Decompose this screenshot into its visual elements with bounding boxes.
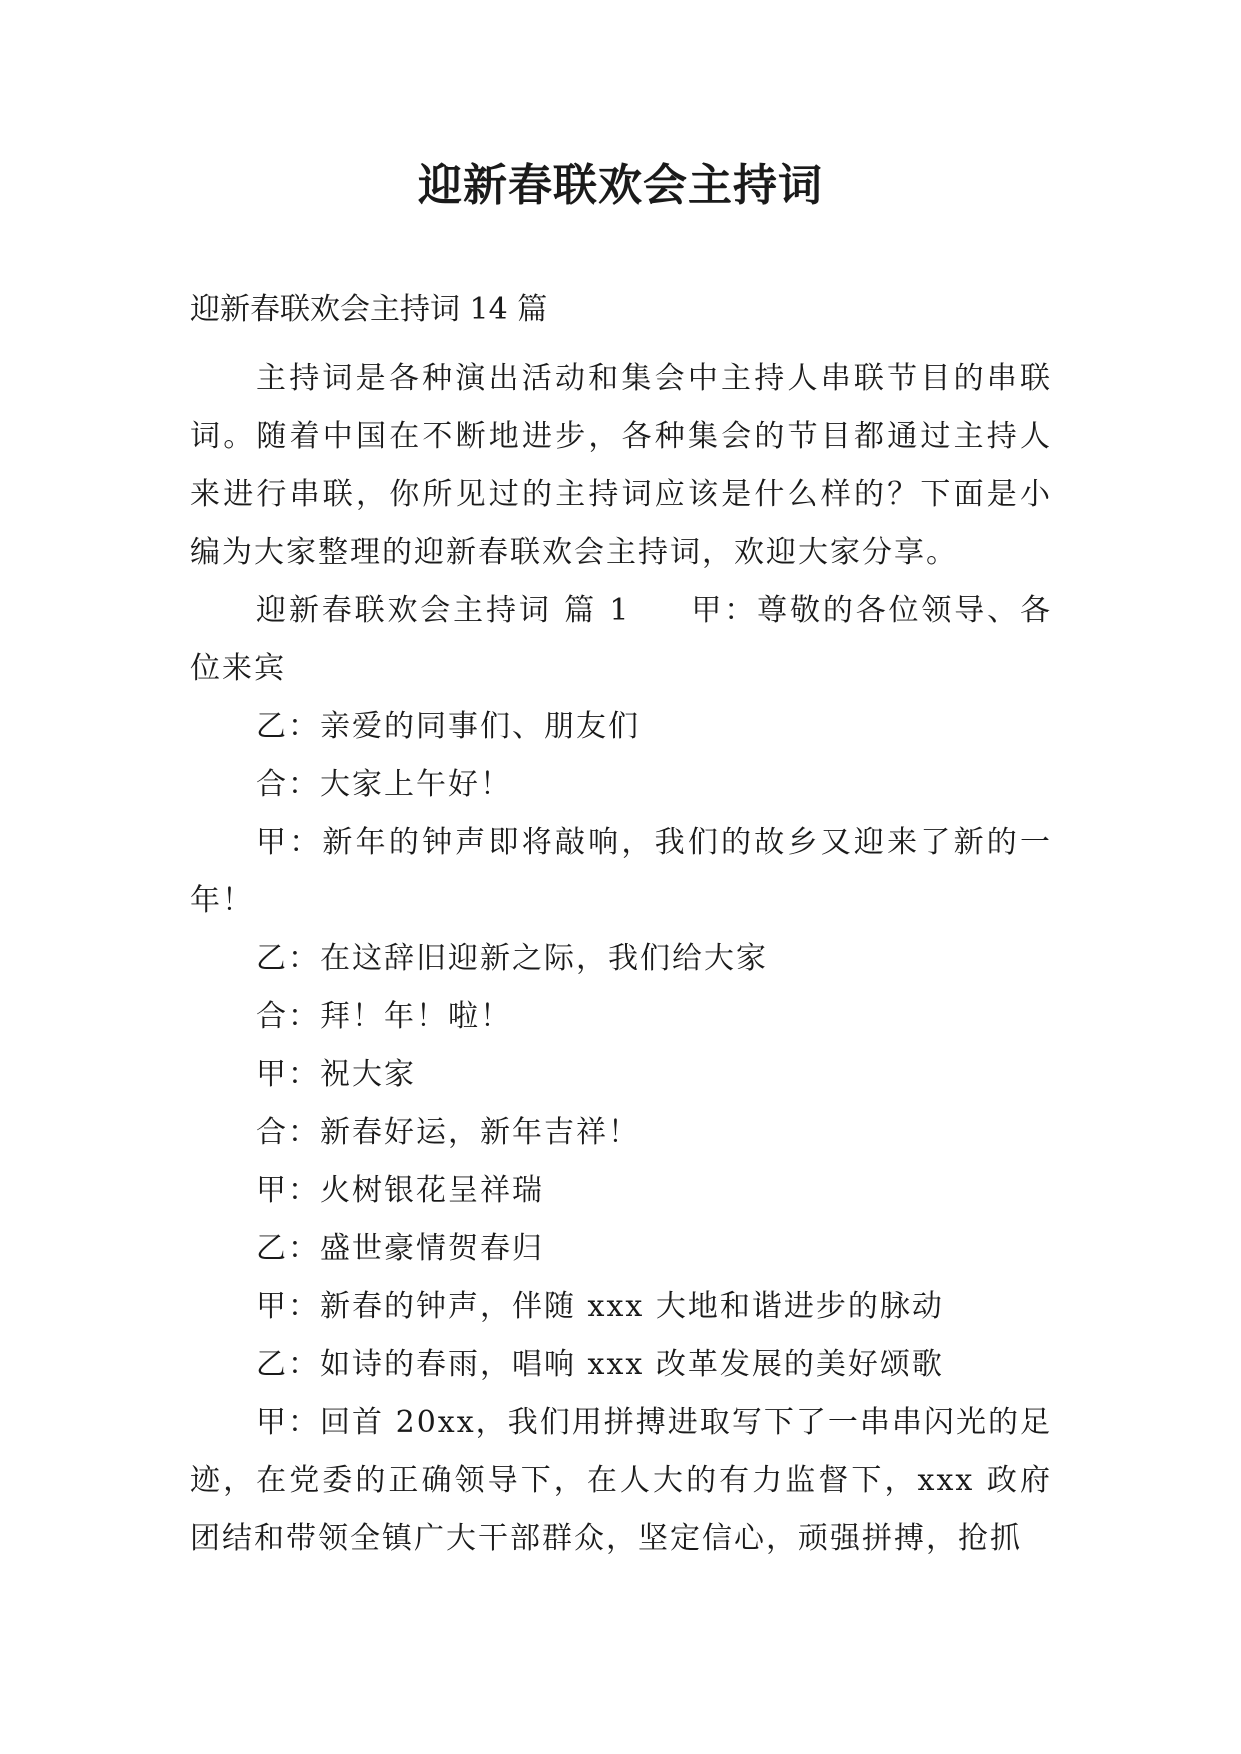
intro-paragraph: 主持词是各种演出活动和集会中主持人串联节目的串联词。随着中国在不断地进步，各种集会的节目都通过主持人来进行串联，你所见过的主持词应该是什么样的？下面是小编为大家整理的迎新春联欢会主持词，欢迎大家分享。 [190,361,1052,570]
dialogue-line: 乙：亲爱的同事们、朋友们 [256,709,640,744]
section-first-line: 甲：尊敬的各位领导、各位来宾 [190,593,1052,686]
dialogue-line: 甲：火树银花呈祥瑞 [256,1173,544,1208]
document-title: 迎新春联欢会主持词 [418,160,823,211]
dialogue-line: 乙：在这辞旧迎新之际，我们给大家 [256,941,768,976]
dialogue-line: 合：新春好运，新年吉祥！ [256,1115,640,1150]
section-heading: 迎新春联欢会主持词 篇 1 [256,593,631,628]
dialogue-line: 甲：回首 20xx，我们用拼搏进取写下了一串串闪光的足迹，在党委的正确领导下，在人大的有力监督下，xxx 政府团结和带领全镇广大干部群众，坚定信心，顽强拼搏，抢抓 [190,1405,1052,1556]
dialogue-line: 乙：如诗的春雨，唱响 xxx 改革发展的美好颂歌 [256,1347,944,1382]
dialogue-line: 甲：新年的钟声即将敲响，我们的故乡又迎来了新的一年！ [190,825,1052,918]
section-heading-paragraph [190,582,1052,698]
dialogue-line: 甲：新春的钟声，伴随 xxx 大地和谐进步的脉动 [256,1289,944,1324]
dialogue-line: 合：大家上午好！ [256,767,512,802]
dialogue-line: 合：拜！年！啦！ [256,999,512,1034]
dialogue-line: 甲：祝大家 [256,1057,416,1092]
dialogue-line: 乙：盛世豪情贺春归 [256,1231,544,1266]
document-subtitle: 迎新春联欢会主持词 14 篇 [190,292,548,327]
document-body [190,350,1052,1568]
